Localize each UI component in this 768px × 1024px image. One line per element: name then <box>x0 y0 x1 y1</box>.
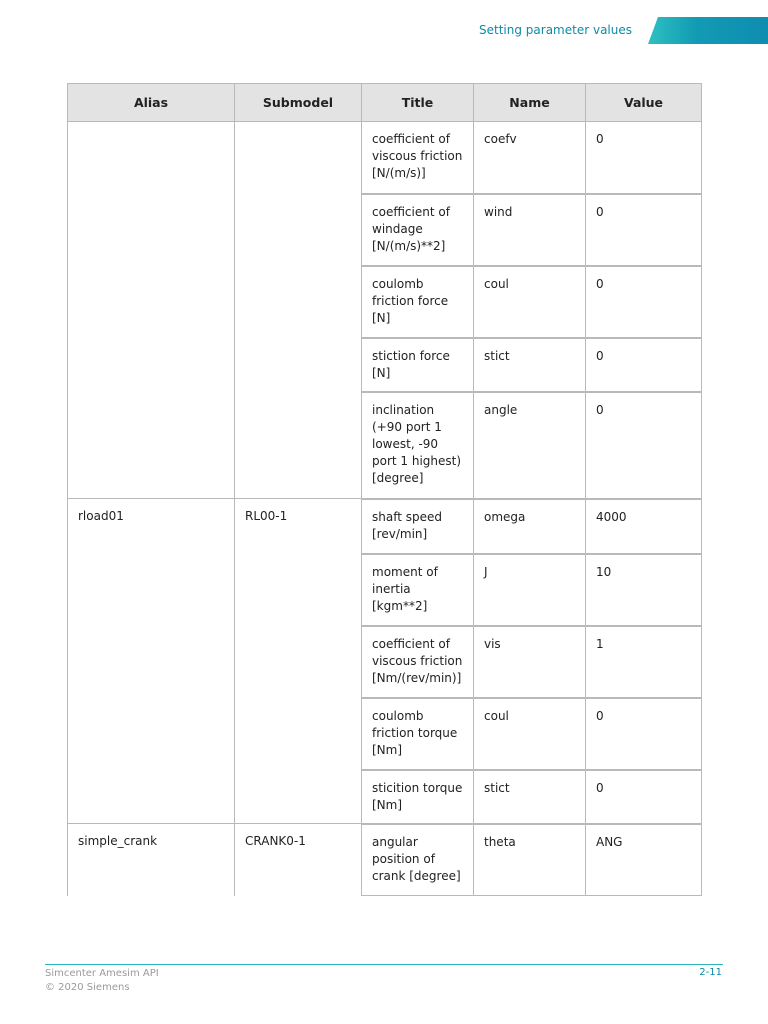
name-cell: vis <box>474 626 586 698</box>
title-cell: stiction force [N] <box>362 338 474 392</box>
title-cell: coefficient of windage [N/(m/s)**2] <box>362 194 474 266</box>
table-row <box>68 824 702 896</box>
value-cell: 0 <box>586 266 702 338</box>
name-cell: J <box>474 554 586 626</box>
name-cell: theta <box>474 824 586 896</box>
submodel-cell: CRANK0-1 <box>235 824 362 896</box>
name-cell: stict <box>474 770 586 824</box>
name-cell: omega <box>474 499 586 554</box>
value-cell: 0 <box>586 194 702 266</box>
title-cell: angular position of crank [degree] <box>362 824 474 896</box>
name-cell: wind <box>474 194 586 266</box>
name-cell: coul <box>474 698 586 770</box>
column-header-submodel: Submodel <box>235 84 362 122</box>
name-cell: angle <box>474 392 586 499</box>
footer-copyright: © 2020 Siemens <box>45 982 130 993</box>
column-header-value: Value <box>586 84 702 122</box>
alias-cell: simple_crank <box>68 824 235 896</box>
table-row <box>68 499 702 554</box>
value-cell: 0 <box>586 338 702 392</box>
column-header-alias: Alias <box>68 84 235 122</box>
title-cell: coulomb friction torque [Nm] <box>362 698 474 770</box>
header-accent-tab <box>648 17 768 44</box>
value-cell: 1 <box>586 626 702 698</box>
title-cell: sticition torque [Nm] <box>362 770 474 824</box>
column-header-title: Title <box>362 84 474 122</box>
footer-divider <box>45 964 723 965</box>
alias-cell <box>68 122 235 499</box>
section-title: Setting parameter values <box>479 23 632 37</box>
title-cell: coulomb friction force [N] <box>362 266 474 338</box>
footer-product: Simcenter Amesim API <box>45 968 159 979</box>
name-cell: coefv <box>474 122 586 194</box>
name-cell: coul <box>474 266 586 338</box>
value-cell: 0 <box>586 770 702 824</box>
value-cell: 0 <box>586 698 702 770</box>
title-cell: shaft speed [rev/min] <box>362 499 474 554</box>
value-cell: ANG <box>586 824 702 896</box>
submodel-cell <box>235 122 362 499</box>
value-cell: 4000 <box>586 499 702 554</box>
title-cell: inclination (+90 port 1 lowest, -90 port 1 highest) [degree] <box>362 392 474 499</box>
title-cell: coefficient of viscous friction [Nm/(rev/min)] <box>362 626 474 698</box>
table-row <box>68 122 702 194</box>
footer-left <box>45 967 159 995</box>
title-cell: coefficient of viscous friction [N/(m/s)] <box>362 122 474 194</box>
value-cell: 10 <box>586 554 702 626</box>
page-number: 2-11 <box>699 967 722 978</box>
submodel-cell: RL00-1 <box>235 499 362 824</box>
table-header-row <box>68 84 702 122</box>
value-cell: 0 <box>586 122 702 194</box>
value-cell: 0 <box>586 392 702 499</box>
title-cell: moment of inertia [kgm**2] <box>362 554 474 626</box>
column-header-name: Name <box>474 84 586 122</box>
parameter-table <box>67 83 702 896</box>
alias-cell: rload01 <box>68 499 235 824</box>
name-cell: stict <box>474 338 586 392</box>
